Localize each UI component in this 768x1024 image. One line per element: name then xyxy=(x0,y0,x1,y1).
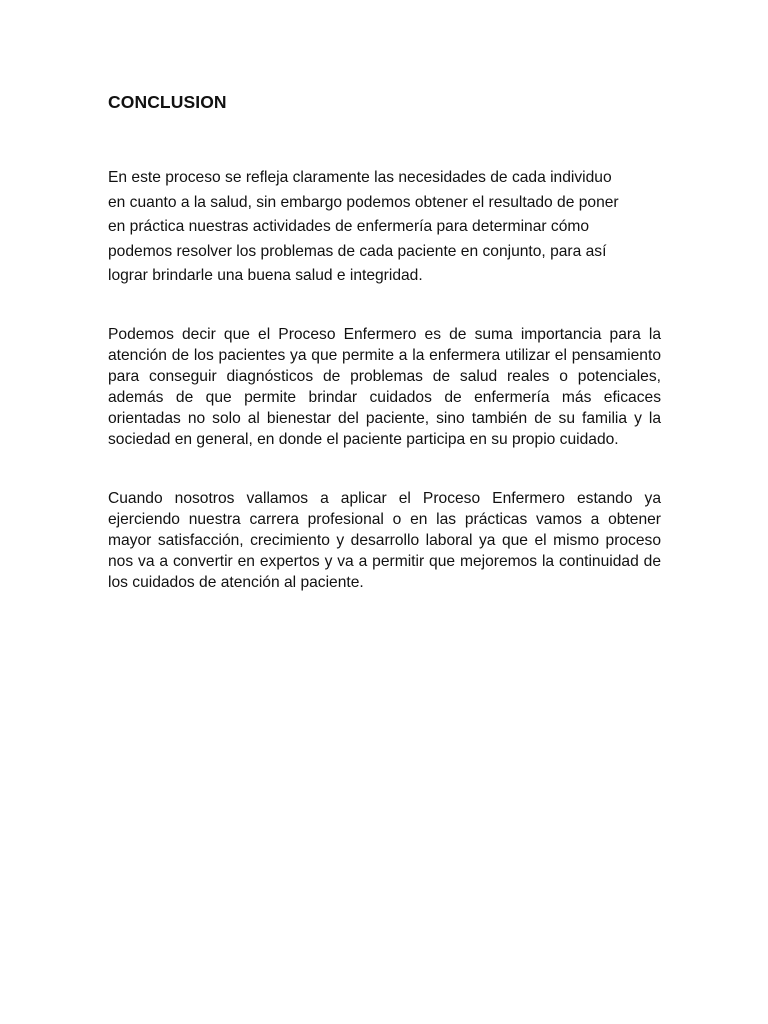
paragraph-1: En este proceso se refleja claramente las necesidades de cada individuo en cuanto a la salud, sin embargo podemos obtener el resultado de poner en práctica nuestras actividades de enfermería para determinar cómo podemos resolver los problemas de cada paciente en conjunto, para así lograr brindarle una buena salud e integridad. xyxy=(108,169,619,285)
paragraph-3: Cuando nosotros vallamos a aplicar el Proceso Enfermero estando ya ejerciendo nuestra carrera profesional o en las prácticas vamos a obtener mayor satisfacción, crecimiento y desarrollo laboral ya que el mismo proceso nos va a convertir en expertos y va a permitir que mejoremos la continuidad de los cuidados de atención al paciente. xyxy=(108,490,661,591)
page-title: CONCLUSION xyxy=(108,92,227,112)
paragraph-2: Podemos decir que el Proceso Enfermero es de suma importancia para la atención de los pacientes ya que permite a la enfermera utilizar el pensamiento para conseguir diagnósticos de problemas de salud reales o potenciales, además de que permite brindar cuidados de enfermería más eficaces orientadas no solo al bienestar del paciente, sino también de su familia y la sociedad en general, en donde el paciente participa en su propio cuidado. xyxy=(108,326,661,448)
